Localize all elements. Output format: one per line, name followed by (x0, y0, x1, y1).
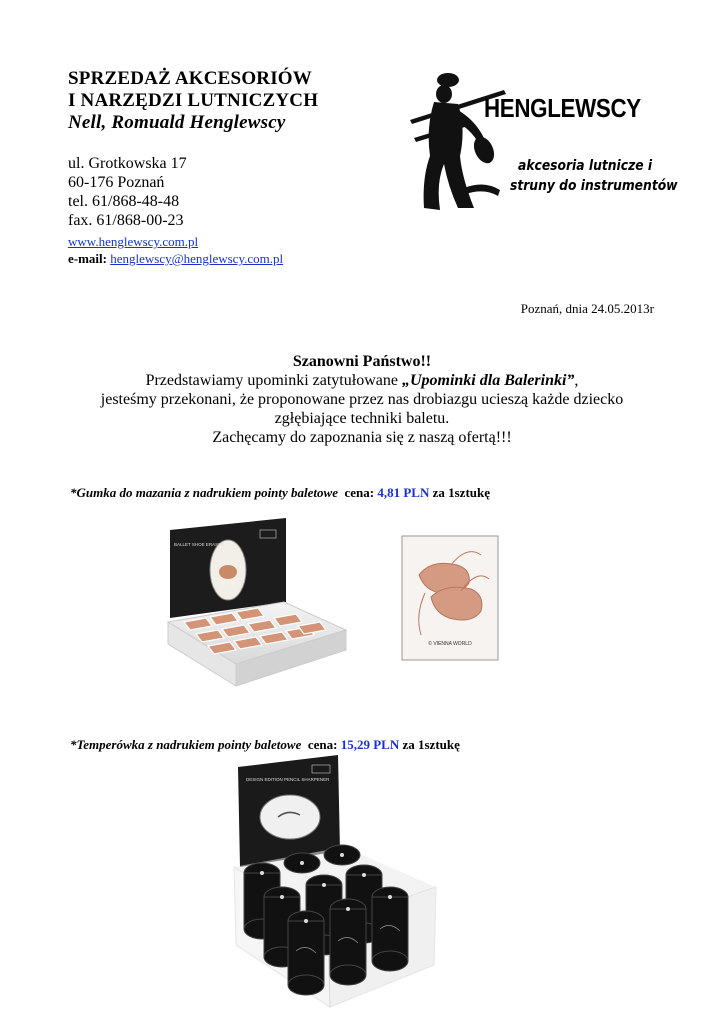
letter-line-2: jesteśmy przekonani, że proponowane przez nas drobiazgu ucieszą każde dziecko (100, 391, 624, 408)
letter-line-4: Zachęcamy do zapoznania się z naszą ofertą!!! (212, 429, 512, 446)
contact-links (68, 233, 283, 267)
fax-number: fax. 61/868-00-23 (68, 212, 184, 229)
eraser-closeup-photo (401, 535, 499, 661)
letter-line-3: zgłębiające techniki baletu. (274, 410, 450, 427)
offer-eraser-name: *Gumka do mazania z nadrukiem pointy baletowe (70, 485, 338, 500)
address-street: ul. Grotkowska 17 (68, 155, 187, 172)
letter-line-1-text: Przedstawiamy upominki zatytułowane (145, 372, 402, 389)
logo-tagline-1: akcesoria lutnicze i (518, 158, 653, 174)
offer-eraser-price: 4,81 PLN (377, 485, 430, 500)
logo-tagline-2: struny do instrumentów (510, 178, 678, 194)
letter-date: Poznań, dnia 24.05.2013r (520, 301, 654, 316)
eraser-display-label: BALLET SHOE ERASER (174, 542, 225, 547)
offer-sharpener-price: 15,29 PLN (340, 737, 400, 752)
collection-title: „Upominki dla Balerinki” (401, 372, 575, 389)
letter-body (60, 352, 664, 447)
email-label: e-mail: (68, 251, 107, 266)
company-owners: Nell, Romuald Henglewscy (68, 112, 286, 133)
offer-eraser-unit: za 1sztukę (432, 485, 491, 500)
eraser-display-photo (164, 518, 350, 688)
email-link[interactable]: henglewscy@henglewscy.com.pl (110, 251, 284, 266)
company-header (68, 68, 318, 134)
offer-sharpener-price-label: cena: (307, 737, 338, 752)
eraser-brand-text: © VIENNA WORLD (428, 641, 472, 647)
company-name-line2: I NARZĘDZI LUTNICZYCH (68, 90, 319, 111)
letter-line-1-punct: , (574, 372, 579, 389)
offer-sharpener-name: *Temperówka z nadrukiem pointy baletowe (70, 737, 302, 752)
offer-eraser-price-label: cena: (344, 485, 375, 500)
logo-title: HENGLEWSCY (484, 93, 641, 123)
company-name-line1: SPRZEDAŻ AKCESORIÓW (68, 68, 312, 89)
phone-number: tel. 61/868-48-48 (68, 193, 180, 210)
offer-sharpener (70, 737, 460, 753)
sharpener-display-label: DESIGN EDITION PENCIL SHARPENER (246, 777, 330, 782)
henglewscy-logo (404, 68, 654, 218)
letter-line-1 (60, 371, 664, 390)
offer-sharpener-unit: za 1sztukę (402, 737, 460, 752)
address-city: 60-176 Poznań (68, 174, 165, 191)
letter-greeting: Szanowni Państwo!! (292, 353, 432, 370)
company-address (68, 154, 187, 230)
website-link[interactable]: www.henglewscy.com.pl (68, 234, 199, 249)
offer-eraser (70, 485, 490, 501)
sharpener-display-photo (232, 755, 438, 1010)
